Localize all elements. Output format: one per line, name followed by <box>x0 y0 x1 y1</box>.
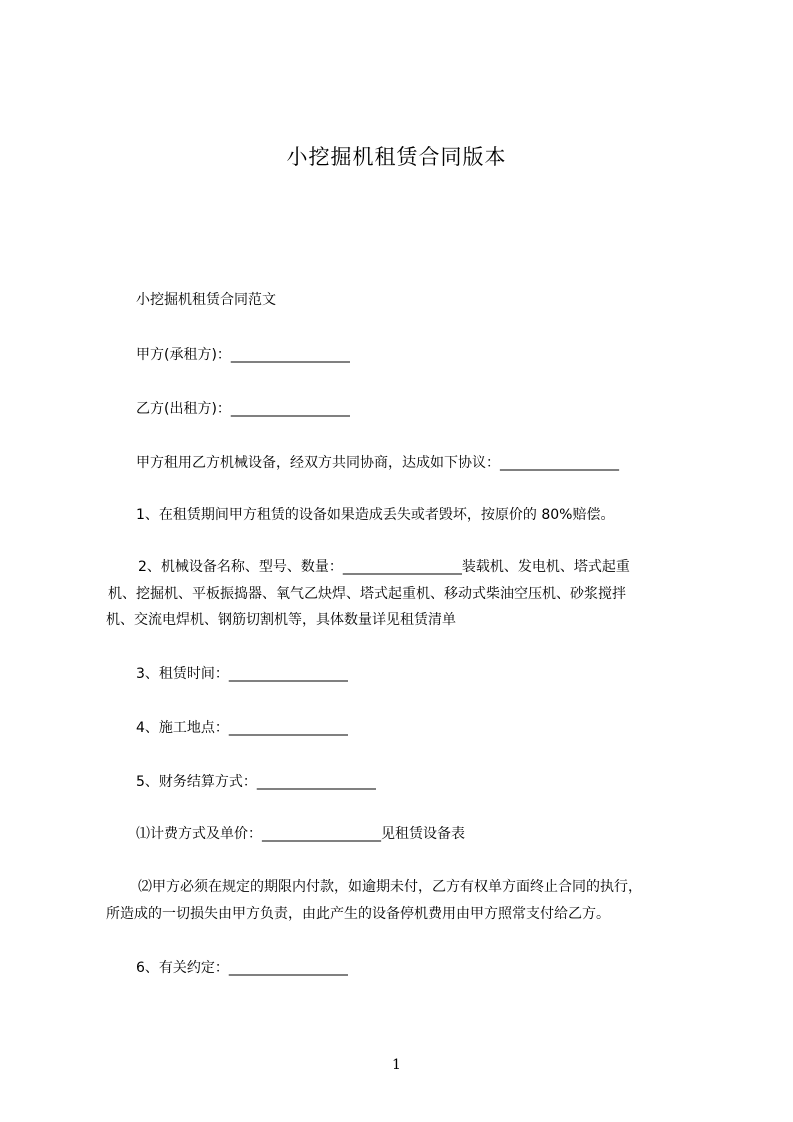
paragraph-clause-2-line-2: 机、挖掘机、平板振捣器、氧气乙炔焊、塔式起重机、移动式柴油空压机、砂浆搅拌 <box>108 586 626 602</box>
document-title: 小挖掘机租赁合同版本 <box>286 145 507 169</box>
paragraph-clause-3: 3、租赁时间：_________________ <box>136 666 348 682</box>
paragraph-agreement-intro: 甲方租用乙方机械设备，经双方共同协商，达成如下协议：_________________ <box>136 455 619 471</box>
page-number: 1 <box>392 1057 401 1073</box>
paragraph-clause-1: 1、在租赁期间甲方租赁的设备如果造成丢失或者毁坏，按原价的 80%赔偿。 <box>136 507 615 523</box>
paragraph-party-a: 甲方(承租方)：_________________ <box>136 347 350 363</box>
paragraph-subtitle: 小挖掘机租赁合同范文 <box>136 292 276 308</box>
paragraph-clause-5: 5、财务结算方式：_________________ <box>136 774 376 790</box>
paragraph-clause-4: 4、施工地点：_________________ <box>136 720 348 736</box>
paragraph-clause-5-item-2-line-2: 所造成的一切损失由甲方负责，由此产生的设备停机费用由甲方照常支付给乙方。 <box>106 906 610 922</box>
paragraph-clause-5-item-1: ⑴计费方式及单价：_________________见租赁设备表 <box>136 826 465 842</box>
paragraph-party-b: 乙方(出租方)：_________________ <box>136 401 350 417</box>
paragraph-clause-2-line-1: 2、机械设备名称、型号、数量：_________________装载机、发电机、塔式起重 <box>138 559 630 575</box>
paragraph-clause-2-line-3: 机、交流电焊机、钢筋切割机等，具体数量详见租赁清单 <box>106 612 456 628</box>
paragraph-clause-5-item-2-line-1: ⑵甲方必须在规定的期限内付款，如逾期未付，乙方有权单方面终止合同的执行， <box>138 879 642 895</box>
paragraph-clause-6: 6、有关约定：_________________ <box>136 960 348 976</box>
